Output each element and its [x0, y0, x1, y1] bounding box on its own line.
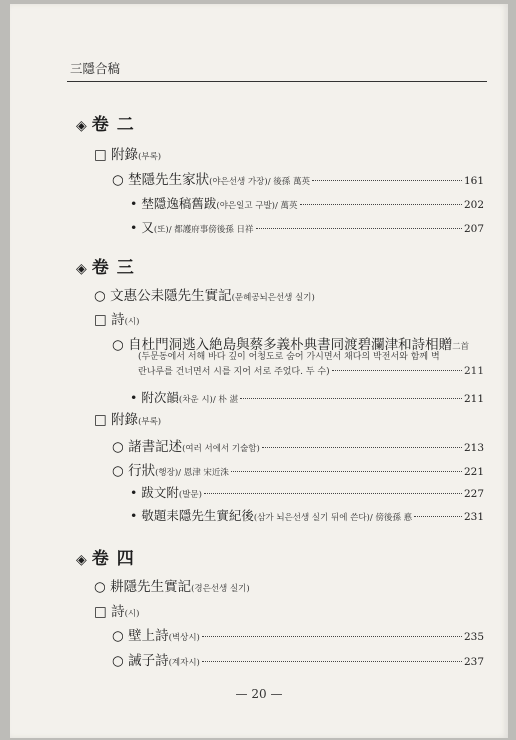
entry-sub: (야은선생 가장) [209, 177, 268, 187]
entry-author: / 後孫 萬英 [267, 177, 310, 187]
dot-leader [312, 180, 462, 181]
entry-author: / 萬英 [274, 201, 298, 211]
entry-sub: (계자시) [168, 658, 200, 668]
circle-bullet-icon: ○ [112, 653, 124, 669]
entry-title: 跋文附 [141, 485, 179, 500]
volume-2-heading [76, 110, 135, 135]
toc-entry[interactable] [130, 483, 484, 501]
entry-tail: 二首 [452, 342, 470, 352]
entry-sub: (문혜공뇌은선생 실기) [231, 293, 315, 303]
vol4-poem-heading [94, 600, 139, 620]
section-sub: (시) [124, 609, 140, 619]
entry-title: 埜隱逸稿舊跋 [141, 196, 217, 211]
diamond-bullet-icon: ◈ [76, 552, 88, 568]
entry-title: 附次韻 [141, 390, 179, 405]
section-sub: (부록) [138, 417, 162, 427]
entry-sub: (또) [153, 225, 169, 235]
circle-bullet-icon: ○ [112, 172, 124, 188]
dot-leader [414, 516, 462, 517]
toc-entry[interactable] [130, 218, 484, 236]
square-bullet-icon: □ [94, 147, 107, 163]
entry-sub: (발문) [178, 490, 202, 500]
diamond-bullet-icon: ◈ [76, 261, 88, 277]
dot-leader [332, 370, 462, 371]
dot-leader [202, 661, 462, 662]
dot-leader [300, 204, 462, 205]
page-number: 235 [463, 631, 484, 643]
page-number: 207 [463, 223, 484, 235]
entry-author: / 傍後孫 悳 [369, 513, 413, 523]
circle-bullet-icon: ○ [94, 579, 106, 595]
dot-bullet-icon: • [130, 390, 138, 405]
toc-entry[interactable] [112, 459, 484, 479]
dot-bullet-icon: • [130, 485, 138, 500]
entry-title: 文惠公耒隱先生實記 [110, 288, 232, 304]
page-number: 231 [463, 511, 484, 523]
circle-bullet-icon: ○ [112, 628, 124, 644]
section-label: 詩 [111, 312, 125, 328]
note-text: 란나루를 건너면서 시를 지어 서로 주었다. 두 수) [138, 367, 330, 377]
entry-author: / 都護府事傍後孫 日祥 [168, 225, 254, 235]
circle-bullet-icon: ○ [94, 288, 106, 304]
dot-leader [202, 636, 462, 637]
entry-title: 行狀 [128, 463, 156, 479]
dot-leader [256, 228, 462, 229]
volume-4-title: 卷 四 [91, 549, 135, 569]
toc-entry[interactable] [112, 435, 484, 455]
volume-4-heading [76, 544, 135, 569]
circle-bullet-icon: ○ [112, 337, 124, 353]
page-footer-number: — 20 — [235, 687, 283, 701]
circle-bullet-icon: ○ [112, 439, 124, 455]
entry-title: 又 [141, 220, 154, 235]
entry-title: 敬題耒隱先生實紀後 [141, 508, 254, 523]
volume-3-title: 卷 三 [91, 258, 135, 278]
page-number: 161 [463, 175, 484, 187]
toc-entry[interactable] [112, 168, 484, 188]
toc-entry[interactable] [112, 649, 484, 669]
page-number: 221 [463, 466, 484, 478]
vol3-record-heading[interactable] [94, 284, 315, 304]
poem-note-line-2 [138, 364, 484, 380]
running-header: 三隱合稿 [70, 61, 121, 76]
page-number: 211 [463, 393, 484, 405]
section-label: 詩 [111, 604, 125, 620]
entry-author: / 朴 湛 [212, 395, 239, 405]
entry-title: 誡子詩 [128, 653, 169, 669]
dot-leader [204, 493, 462, 494]
vol4-record-heading[interactable] [94, 575, 250, 595]
page-number: 211 [463, 365, 484, 377]
vol3-poem-heading [94, 308, 139, 328]
poem-note-line-1: (두문동에서 서해 바다 깊이 어청도로 숨어 가시면서 채다의 박전서와 함께 벽 [138, 352, 440, 362]
header-rule [67, 81, 487, 82]
volume-2-title: 卷 二 [91, 115, 135, 135]
page-number: 237 [463, 656, 484, 668]
entry-title: 耕隱先生實記 [110, 579, 192, 595]
entry-sub: (경은선생 실기) [191, 584, 250, 594]
vol2-appendix-heading [94, 143, 161, 163]
document-page [10, 4, 508, 738]
page-number: 202 [463, 199, 484, 211]
entry-title: 自杜門洞逃入絶島與蔡多義朴典書同渡碧瀾津和詩相贈 [128, 337, 453, 353]
entry-sub: (행장) [155, 468, 179, 478]
square-bullet-icon: □ [94, 604, 107, 620]
entry-title: 埜隱先生家狀 [128, 172, 210, 188]
dot-bullet-icon: • [130, 508, 138, 523]
toc-entry[interactable] [130, 388, 484, 406]
dot-leader [240, 398, 462, 399]
page-number: 213 [463, 442, 484, 454]
toc-entry[interactable] [112, 624, 484, 644]
entry-sub: (야은일고 구발) [216, 201, 275, 211]
volume-3-heading [76, 253, 135, 278]
entry-sub: (벽상시) [168, 633, 200, 643]
toc-entry[interactable] [130, 506, 484, 524]
diamond-bullet-icon: ◈ [76, 118, 88, 134]
dot-bullet-icon: • [130, 196, 138, 211]
dot-bullet-icon: • [130, 220, 138, 235]
entry-sub: (차운 시) [178, 395, 213, 405]
entry-title: 諸書記述 [128, 439, 183, 455]
entry-author: / 恩津 宋近洙 [178, 468, 229, 478]
entry-sub: (여러 서에서 기술함) [182, 444, 260, 454]
dot-leader [231, 471, 462, 472]
section-label: 附錄 [111, 147, 139, 163]
page-number: 227 [463, 488, 484, 500]
circle-bullet-icon: ○ [112, 463, 124, 479]
dot-leader [262, 447, 462, 448]
square-bullet-icon: □ [94, 412, 107, 428]
vol3-appendix-heading [94, 408, 161, 428]
section-sub: (시) [124, 317, 140, 327]
entry-sub: (삼가 뇌은선생 실기 뒤에 쓴다) [253, 513, 370, 523]
toc-entry[interactable] [130, 194, 484, 212]
square-bullet-icon: □ [94, 312, 107, 328]
section-sub: (부록) [138, 152, 162, 162]
entry-title: 壁上詩 [128, 628, 169, 644]
section-label: 附錄 [111, 412, 139, 428]
